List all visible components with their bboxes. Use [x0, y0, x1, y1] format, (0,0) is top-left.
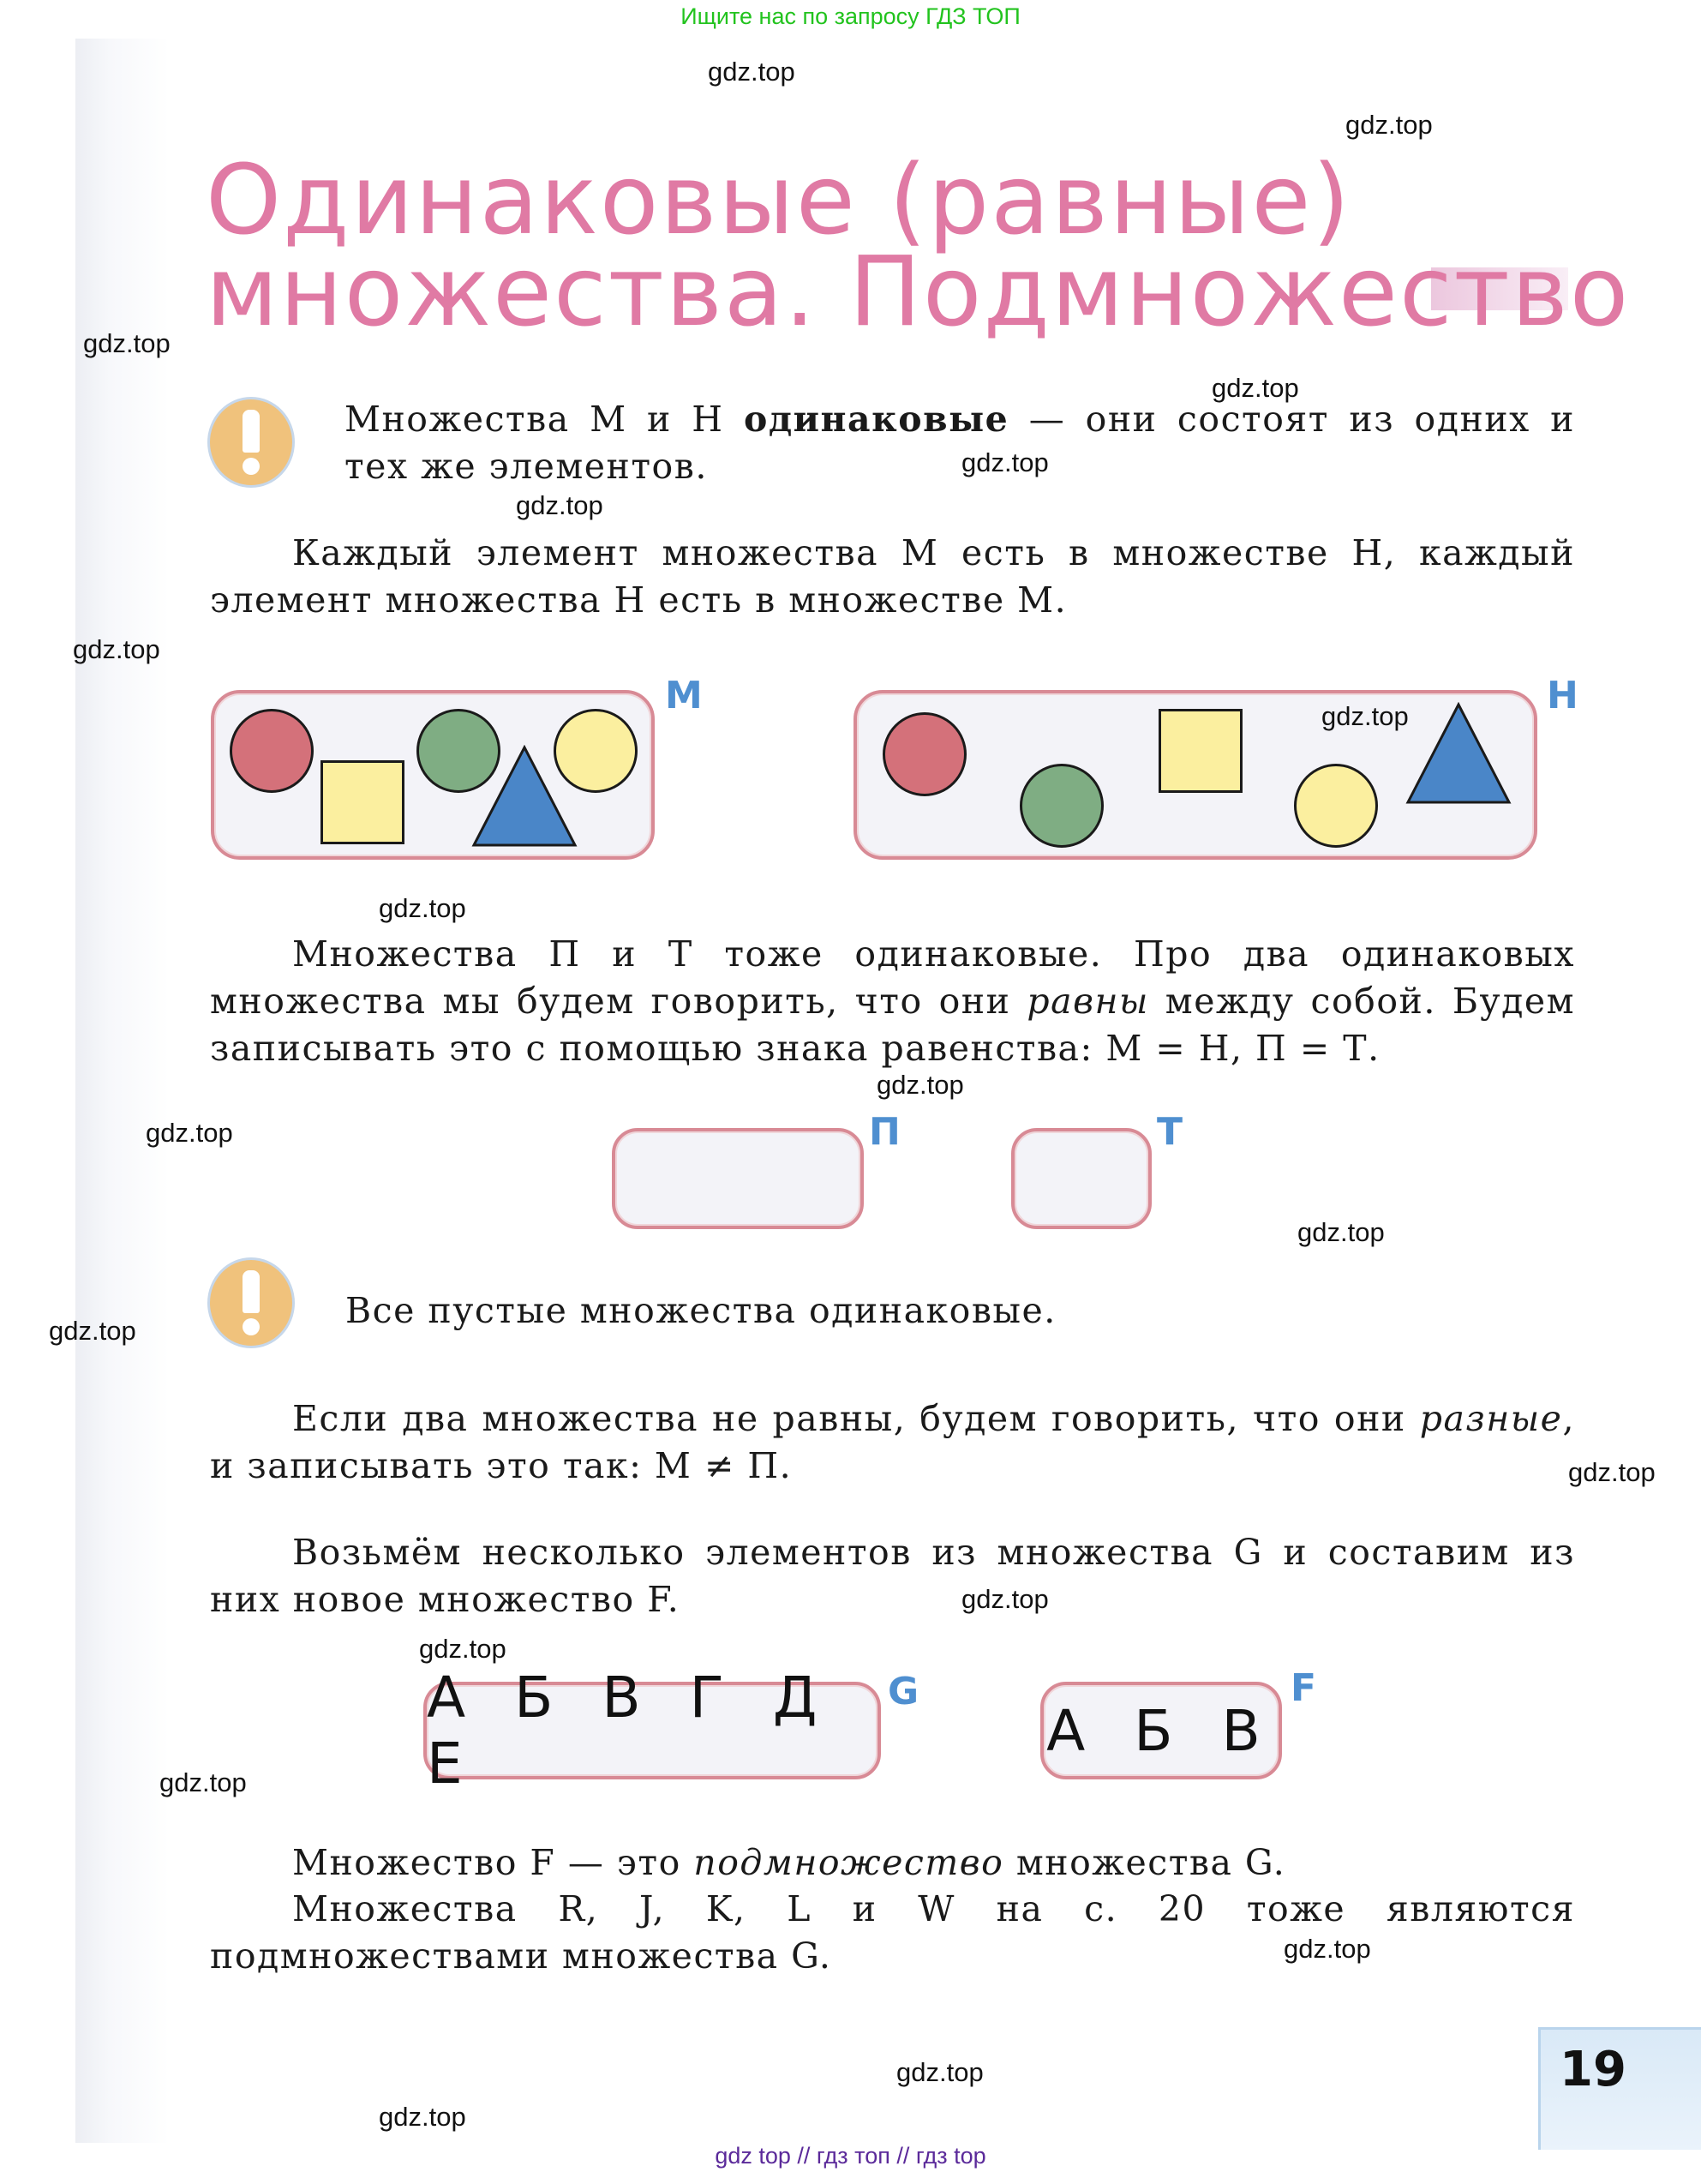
term-different-italic: разные	[1419, 1398, 1563, 1439]
set-F-box: А Б В	[1040, 1682, 1282, 1779]
watermark-text: gdz.top	[146, 1118, 233, 1148]
set-F-label: F	[1291, 1666, 1317, 1710]
watermark-text: gdz.top	[159, 1767, 247, 1797]
watermark-text: gdz.top	[896, 2057, 984, 2087]
term-equal-italic: равны	[1027, 981, 1149, 1022]
page-number-tab	[1538, 2027, 1701, 2150]
term-subset-italic: подмножество	[693, 1842, 1004, 1883]
paragraph-4: Возьмём несколько элементов из множества G и составим из них новое множество F.	[210, 1532, 1575, 1620]
watermark-text: gdz.top	[419, 1634, 506, 1664]
page-title-line-1: Одинаковые (равные)	[206, 145, 1352, 256]
set-P-box-empty	[612, 1128, 864, 1229]
paragraph-6: Множества R, J, K, L и W на с. 20 тоже являются подмножествами множества G.	[210, 1888, 1575, 1977]
watermark-text: gdz.top	[83, 328, 171, 358]
watermark-text: gdz.top	[379, 2102, 466, 2132]
set-H-label: Н	[1547, 674, 1578, 717]
set-G-box: А Б В Г Д Е	[423, 1682, 881, 1779]
set-M-box	[211, 690, 655, 860]
watermark-text: gdz.top	[961, 447, 1049, 477]
paragraph-2: Множества П и Т тоже одинаковые. Про два одинаковых множества мы будем говорить, что они равны между собой. Будем записывать это с помощью знака равенства: М = Н, П = Т.	[210, 933, 1575, 1069]
watermark-text: gdz.top	[1212, 373, 1299, 403]
watermark-text: gdz.top	[1297, 1217, 1385, 1247]
set-T-label: Т	[1157, 1110, 1183, 1154]
set-H-box	[853, 690, 1537, 860]
watermark-text: gdz.top	[708, 57, 795, 87]
watermark-text: gdz.top	[877, 1070, 964, 1100]
rule-note-empty-sets: Все пустые множества одинаковые.	[345, 1290, 1057, 1331]
page-title-line-2: множества. Подмножество	[206, 237, 1631, 348]
yellow-square-shape	[1159, 709, 1243, 793]
watermark-text: gdz.top	[516, 490, 603, 520]
watermark-text: gdz.top	[961, 1584, 1049, 1614]
watermark-text: gdz.top	[1321, 701, 1409, 731]
yellow-circle-shape	[1294, 764, 1378, 848]
watermark-text: gdz.top	[1568, 1457, 1656, 1487]
footer-watermark: gdz top // гдз топ // гдз top	[715, 2143, 986, 2169]
set-G-label: G	[888, 1670, 919, 1713]
set-M-label: М	[665, 674, 703, 717]
watermark-text: gdz.top	[73, 634, 160, 664]
yellow-circle-shape	[554, 709, 638, 793]
term-equal: одинаковые	[743, 399, 1009, 440]
red-circle-shape	[883, 712, 967, 796]
paragraph-1: Каждый элемент множества М есть в множестве Н, каждый элемент множества Н есть в множестве М.	[210, 532, 1575, 621]
watermark-text: gdz.top	[379, 893, 466, 923]
page-number: 19	[1560, 2042, 1626, 2097]
paragraph-3: Если два множества не равны, будем говорить, что они разные, и записывать это так: М ≠ П.	[210, 1398, 1575, 1486]
red-circle-shape	[230, 709, 314, 793]
set-P-label: П	[869, 1110, 901, 1154]
green-circle-shape	[1020, 764, 1104, 848]
exclamation-icon	[210, 1260, 292, 1346]
yellow-square-shape	[320, 760, 404, 844]
rule-note-equal-sets: Множества М и Н одинаковые — они состоят из одних и тех же элементов.	[344, 399, 1575, 487]
blue-triangle-shape	[1405, 702, 1512, 805]
exclamation-icon	[210, 399, 292, 485]
paragraph-5: Множество F — это подмножество множества G.	[292, 1842, 1286, 1883]
watermark-text: gdz.top	[1345, 110, 1433, 140]
search-hint-banner: Ищите нас по запросу ГДЗ ТОП	[680, 3, 1021, 29]
watermark-text: gdz.top	[49, 1316, 136, 1346]
set-T-box-empty	[1011, 1128, 1152, 1229]
watermark-text: gdz.top	[1284, 1934, 1371, 1964]
